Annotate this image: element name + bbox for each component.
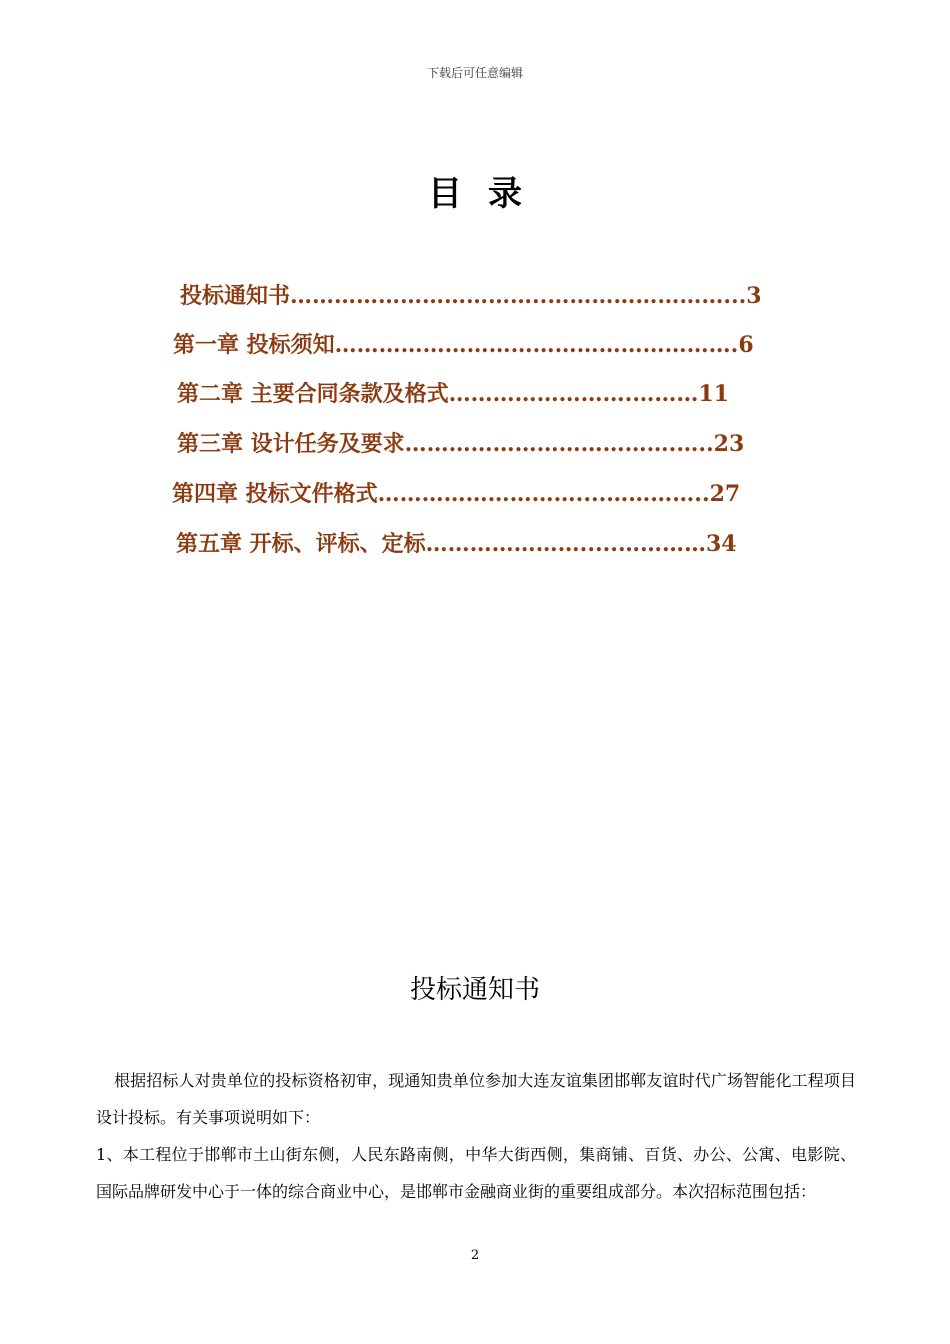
page-number: 2 bbox=[470, 1248, 480, 1263]
toc-entry-chapter-1[interactable]: 第一章 投标须知……………………………………………….6 bbox=[173, 332, 754, 358]
notice-paragraph-2: 1、本工程位于邯郸市土山街东侧，人民东路南侧，中华大街西侧，集商铺、百货、办公、公寓、电影院、国际品牌研发中心于一体的综合商业中心，是邯郸市金融商业街的重要组成部分。本次招标范围包括： bbox=[96, 1145, 856, 1201]
toc-entry-chapter-3[interactable]: 第三章 设计任务及要求……………………………….…..23 bbox=[177, 431, 745, 457]
toc-entry-chapter-4[interactable]: 第四章 投标文件格式………………………....…………..27 bbox=[172, 481, 741, 507]
toc-title: 目录 bbox=[428, 174, 548, 214]
notice-title: 投标通知书 bbox=[409, 975, 540, 1005]
toc-entry-notice[interactable]: 投标通知书……………………………..……………………...3 bbox=[180, 283, 762, 309]
toc-entry-chapter-2[interactable]: 第二章 主要合同条款及格式…………………….………11 bbox=[177, 381, 729, 407]
header-note: 下载后可任意编辑 bbox=[426, 66, 523, 80]
notice-paragraph-1: 根据招标人对贵单位的投标资格初审，现通知贵单位参加大连友谊集团邯郸友谊时代广场智能化工程项目设计投标。有关事项说明如下： bbox=[96, 1071, 856, 1127]
toc-entry-chapter-5[interactable]: 第五章 开标、评标、定标………………….....…………34 bbox=[176, 531, 737, 557]
